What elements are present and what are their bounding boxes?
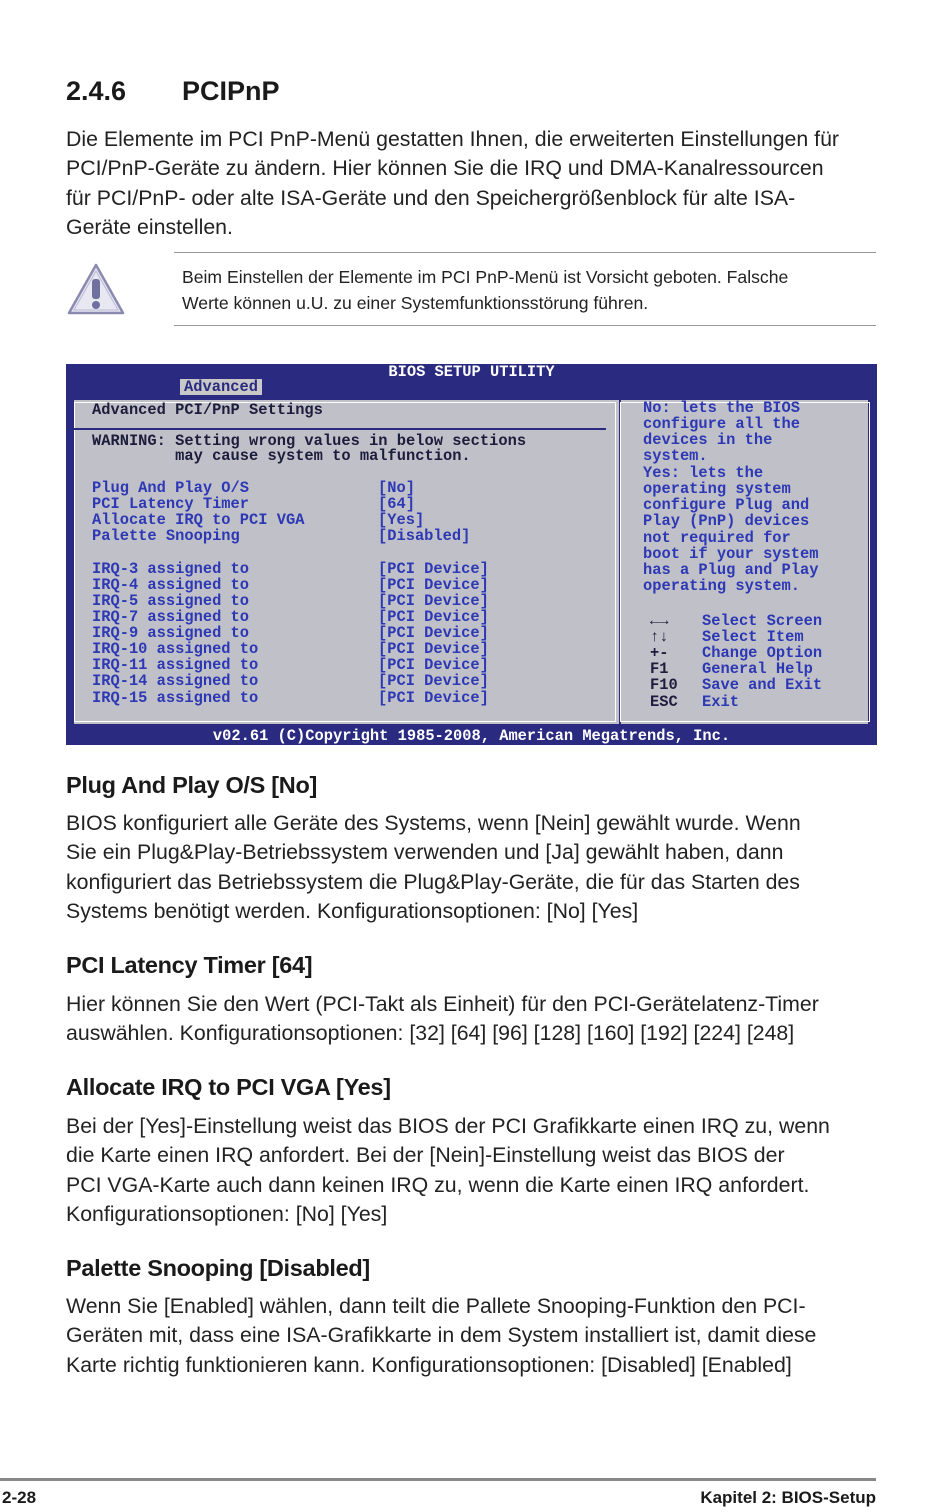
bios-irq-label[interactable]: IRQ-10 assigned to — [92, 640, 259, 658]
body-line: BIOS konfiguriert alle Geräte des Systems, wenn [Nein] gewählt wurde. Wenn — [66, 811, 801, 835]
subsection-title: PCI Latency Timer [64] — [66, 952, 313, 978]
bios-key-action: Select Item — [702, 628, 804, 646]
bios-help-line: system. — [643, 447, 708, 465]
bios-title: BIOS SETUP UTILITY — [388, 363, 555, 381]
bios-help-line: not required for — [643, 529, 791, 547]
bios-irq-value[interactable]: [PCI Device] — [378, 560, 489, 578]
bios-irq-value[interactable]: [PCI Device] — [378, 624, 489, 642]
bios-irq-label[interactable]: IRQ-7 assigned to — [92, 608, 250, 626]
footer-rule — [0, 1478, 876, 1481]
intro-paragraph — [66, 125, 886, 242]
bios-setting-value[interactable]: [Disabled] — [378, 527, 471, 545]
bios-irq-value[interactable]: [PCI Device] — [378, 576, 489, 594]
bios-key-action: Exit — [702, 693, 739, 711]
body-line: Geräten mit, dass eine ISA-Grafikkarte in dem System installiert ist, damit diese — [66, 1323, 817, 1348]
chapter-label: Kapitel 2: BIOS-Setup — [700, 1488, 876, 1507]
bios-irq-label[interactable]: IRQ-4 assigned to — [92, 576, 250, 594]
section-title: PCIPnP — [182, 76, 280, 106]
body-line: Wenn Sie [Enabled] wählen, dann teilt die Pallete Snooping-Funktion den PCI- — [66, 1294, 806, 1318]
bios-irq-label[interactable]: IRQ-15 assigned to — [92, 689, 259, 707]
arrows-left-right-icon: ←→ — [650, 612, 669, 630]
section-number: 2.4.6 — [66, 76, 127, 106]
bios-irq-label[interactable]: IRQ-3 assigned to — [92, 560, 250, 578]
bios-irq-value[interactable]: [PCI Device] — [378, 672, 489, 690]
intro-line: Die Elemente im PCI PnP-Menü gestatten Ihnen, die erweiterten Einstellungen für — [66, 127, 840, 151]
bios-irq-value[interactable]: [PCI Device] — [378, 640, 489, 658]
page-number: 2-28 — [2, 1488, 37, 1507]
caution-note — [174, 252, 876, 326]
body-line: Konfigurationsoptionen: [No] [Yes] — [66, 1201, 388, 1226]
body-line: Sie ein Plug&Play-Betriebssystem verwenden und [Ja] gewählt haben, dann — [66, 840, 784, 865]
bios-key-action: General Help — [702, 660, 813, 678]
bios-help-line: Play (PnP) devices — [643, 512, 810, 530]
subsection-body — [66, 1292, 886, 1380]
bios-warning-line: may cause system to malfunction. — [92, 447, 471, 465]
bios-setting-label[interactable]: Palette Snooping — [92, 527, 240, 545]
bios-screenshot — [66, 364, 877, 745]
bios-irq-label[interactable]: IRQ-9 assigned to — [92, 624, 250, 642]
body-line: Hier können Sie den Wert (PCI-Takt als Einheit) für den PCI-Gerätelatenz-Timer — [66, 992, 819, 1016]
bios-help-line: configure Plug and — [643, 496, 810, 514]
warning-icon — [66, 262, 126, 316]
bios-key-row — [650, 613, 822, 629]
bios-key: F1 — [650, 660, 669, 678]
arrows-up-down-icon: ↑↓ — [650, 628, 669, 646]
bios-heading-separator — [74, 428, 606, 430]
subsection-body — [66, 809, 886, 926]
bios-irq-value[interactable]: [PCI Device] — [378, 689, 489, 707]
bios-setting-label[interactable]: Allocate IRQ to PCI VGA — [92, 511, 305, 529]
bios-irq-value[interactable]: [PCI Device] — [378, 592, 489, 610]
bios-copyright: v02.61 (C)Copyright 1985-2008, American Megatrends, Inc. — [212, 727, 731, 745]
bios-irq-value[interactable]: [PCI Device] — [378, 656, 489, 674]
body-line: PCI VGA-Karte auch dann keinen IRQ zu, wenn die Karte einen IRQ anfordert. — [66, 1172, 810, 1197]
body-line: Karte richtig funktionieren kann. Konfigurationsoptionen: [Disabled] [Enabled] — [66, 1352, 792, 1377]
bios-setting-value[interactable]: [Yes] — [378, 511, 425, 529]
bios-help-line: configure all the — [643, 415, 801, 433]
bios-key: F10 — [650, 676, 678, 694]
subsection-body — [66, 1112, 886, 1229]
bios-help-line: Yes: lets the — [643, 464, 764, 482]
note-line: Werte können u.U. zu einer Systemfunktionsstörung führen. — [182, 293, 649, 313]
body-line: die Karte einen IRQ anfordert. Bei der [Nein]-Einstellung weist das BIOS der — [66, 1143, 785, 1168]
bios-setting-label[interactable]: PCI Latency Timer — [92, 495, 250, 513]
bios-heading: Advanced PCI/PnP Settings — [92, 401, 323, 419]
bios-help-line: operating system. — [643, 577, 801, 595]
subsection-title: Palette Snooping [Disabled] — [66, 1255, 370, 1281]
body-line: Systems benötigt werden. Konfigurationsoptionen: [No] [Yes] — [66, 898, 639, 923]
bios-help-line: has a Plug and Play — [643, 561, 819, 579]
subsection-title: Plug And Play O/S [No] — [66, 772, 318, 798]
body-line: auswählen. Konfigurationsoptionen: [32] [64] [96] [128] [160] [192] [224] [248] — [66, 1021, 795, 1046]
bios-help-line: No: lets the BIOS — [643, 399, 801, 417]
bios-key: ESC — [650, 693, 678, 711]
bios-key-row — [650, 677, 822, 693]
bios-key-action: Save and Exit — [702, 676, 823, 694]
bios-tab-advanced[interactable]: Advanced — [180, 379, 262, 395]
bios-setting-value[interactable]: [No] — [378, 479, 415, 497]
bios-key-row — [650, 645, 822, 661]
body-line: konfiguriert das Betriebssystem die Plug&Play-Geräte, die für das Starten des — [66, 869, 800, 894]
bios-help-line: boot if your system — [643, 545, 819, 563]
bios-key-action: Change Option — [702, 644, 823, 662]
bios-irq-label[interactable]: IRQ-11 assigned to — [92, 656, 259, 674]
note-line: Beim Einstellen der Elemente im PCI PnP-Menü ist Vorsicht geboten. Falsche — [182, 267, 789, 287]
bios-help-line: operating system — [643, 480, 791, 498]
bios-irq-label[interactable]: IRQ-14 assigned to — [92, 672, 259, 690]
subsection-title: Allocate IRQ to PCI VGA [Yes] — [66, 1074, 391, 1100]
bios-key-row — [650, 661, 813, 677]
body-line: Bei der [Yes]-Einstellung weist das BIOS der PCI Grafikkarte einen IRQ zu, wenn — [66, 1114, 830, 1138]
bios-key-row — [650, 694, 739, 710]
bios-key-row — [650, 629, 804, 645]
bios-irq-value[interactable]: [PCI Device] — [378, 608, 489, 626]
intro-line: PCI/PnP-Geräte zu ändern. Hier können Sie die IRQ und DMA-Kanalressourcen — [66, 156, 824, 181]
intro-line: für PCI/PnP- oder alte ISA-Geräte und den Speichergrößenblock für alte ISA- — [66, 185, 796, 210]
bios-setting-label[interactable]: Plug And Play O/S — [92, 479, 250, 497]
bios-setting-value[interactable]: [64] — [378, 495, 415, 513]
bios-warning-line: WARNING: Setting wrong values in below sections — [92, 432, 527, 450]
intro-line: Geräte einstellen. — [66, 214, 233, 239]
bios-key: +- — [650, 644, 669, 662]
bios-help-line: devices in the — [643, 431, 773, 449]
bios-irq-label[interactable]: IRQ-5 assigned to — [92, 592, 250, 610]
bios-key-action: Select Screen — [702, 612, 823, 630]
section-heading — [66, 76, 280, 107]
subsection-body — [66, 990, 886, 1049]
